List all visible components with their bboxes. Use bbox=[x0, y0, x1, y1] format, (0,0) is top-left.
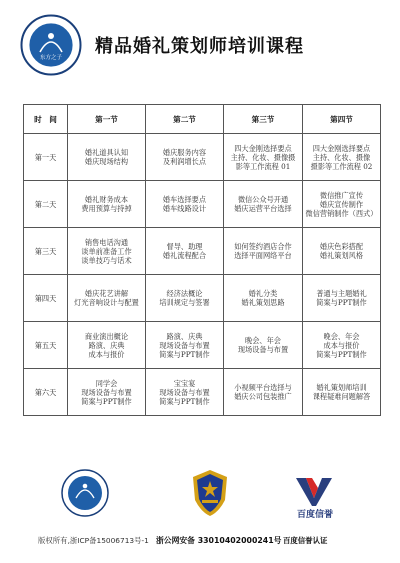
session-cell: 婚庆色彩搭配 婚礼策划风格 bbox=[303, 228, 381, 275]
session-cell: 督导、助理 婚礼流程配合 bbox=[146, 228, 224, 275]
session-cell: 婚礼道具认知 婚庆现场结构 bbox=[68, 134, 146, 181]
session-cell: 销售电话沟通 谈单前准备工作 谈单技巧与话术 bbox=[68, 228, 146, 275]
column-header-session-3: 第三节 bbox=[224, 105, 303, 134]
session-cell: 婚礼策划师培训 课程疑难问题解答 bbox=[303, 369, 381, 416]
public-security-record-text[interactable]: 浙公网安备 33010402000241号 bbox=[156, 536, 282, 545]
baidu-credit-logo-icon bbox=[294, 474, 334, 508]
session-cell: 婚庆花艺讲解 灯光音响设计与配置 bbox=[68, 275, 146, 322]
baidu-credit-verification-text[interactable]: 百度信誉认证 bbox=[283, 536, 328, 545]
police-emblem-icon bbox=[189, 468, 231, 518]
table-row bbox=[24, 322, 381, 369]
session-cell: 路演、庆典 现场设备与布置 简案与PPT制作 bbox=[146, 322, 224, 369]
day-label: 第六天 bbox=[24, 369, 68, 416]
column-header-time: 时 间 bbox=[24, 105, 68, 134]
icp-license-text[interactable]: 版权所有,浙ICP备15006713号-1 bbox=[38, 536, 149, 545]
session-cell: 微信推广宣传 婚庆宣传制作 微信营销制作（西式） bbox=[303, 181, 381, 228]
session-cell: 四大金刚选择要点 主持、化妆、摄像 摄影等工作流程 02 bbox=[303, 134, 381, 181]
table-row bbox=[24, 275, 381, 322]
session-cell: 四大金刚选择要点 主持、化妆、摄像摄 影等工作流程 01 bbox=[224, 134, 303, 181]
session-cell: 婚礼分类 婚礼策划思路 bbox=[224, 275, 303, 322]
course-schedule-table bbox=[23, 104, 381, 416]
session-cell: 商业演出概论 路演、庆典 成本与报价 bbox=[68, 322, 146, 369]
column-header-session-1: 第一节 bbox=[68, 105, 146, 134]
day-label: 第五天 bbox=[24, 322, 68, 369]
session-cell: 小视频平台选择与 婚庆公司包装推广 bbox=[224, 369, 303, 416]
column-header-session-4: 第四节 bbox=[303, 105, 381, 134]
table-row bbox=[24, 134, 381, 181]
column-header-session-2: 第二节 bbox=[146, 105, 224, 134]
institute-logo-badge-icon bbox=[20, 14, 82, 76]
session-cell: 婚庆服务内容 及利润增长点 bbox=[146, 134, 224, 181]
table-body bbox=[24, 134, 381, 416]
session-cell: 如何签约酒店合作 选择平面网络平台 bbox=[224, 228, 303, 275]
session-cell: 婚车选择要点 婚车线路设计 bbox=[146, 181, 224, 228]
table-row bbox=[24, 181, 381, 228]
logo-name-text: 东方之子 bbox=[39, 55, 63, 61]
session-cell: 普通与主题婚礼 简案与PPT制作 bbox=[303, 275, 381, 322]
day-label: 第三天 bbox=[24, 228, 68, 275]
session-cell: 婚礼财务成本 费用预算与持掉 bbox=[68, 181, 146, 228]
page-title: 精品婚礼策划师培训课程 bbox=[95, 36, 304, 57]
day-label: 第二天 bbox=[24, 181, 68, 228]
session-cell: 经济法概论 培训规定与签署 bbox=[146, 275, 224, 322]
session-cell: 同学会 现场设备与布置 简案与PPT制作 bbox=[68, 369, 146, 416]
table-header-row bbox=[24, 105, 381, 134]
session-cell: 微信公众号开通 婚庆运营平台选择 bbox=[224, 181, 303, 228]
day-label: 第一天 bbox=[24, 134, 68, 181]
session-cell: 晚会、年会 成本与报价 简案与PPT制作 bbox=[303, 322, 381, 369]
day-label: 第四天 bbox=[24, 275, 68, 322]
footer-institute-badge-icon bbox=[61, 469, 109, 517]
session-cell: 晚会、年会 现场设备与布置 bbox=[224, 322, 303, 369]
table-row bbox=[24, 369, 381, 416]
session-cell: 宝宝宴 现场设备与布置 简案与PPT制作 bbox=[146, 369, 224, 416]
table-row bbox=[24, 228, 381, 275]
page-header bbox=[0, 0, 400, 95]
page-footer bbox=[0, 462, 400, 563]
baidu-credit-name: 百度信誉 bbox=[296, 510, 333, 520]
